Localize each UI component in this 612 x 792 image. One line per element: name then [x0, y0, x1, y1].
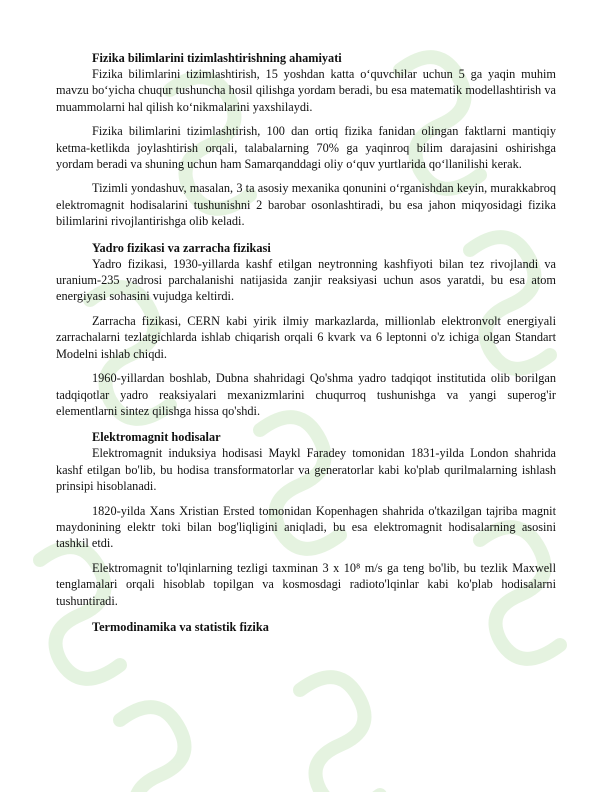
- section-heading: Fizika bilimlarini tizimlashtirishning ahamiyati: [92, 51, 342, 65]
- paragraph: Zarracha fizikasi, CERN kabi yirik ilmiy markazlarda, millionlab elektronvolt energiyali zarrachalarni tezlatgichlarda ishlab chiqarish orqali 6 kvark va 6 leptonni o'z ichiga olgan Standart Modelni ishlab chiqdi.: [56, 313, 556, 361]
- paragraph: Fizika bilimlarini tizimlashtirish, 15 yoshdan katta o‘quvchilar uchun 5 ga yaqin muhim mavzu bo‘yicha chuqur tushuncha hosil qilishga yordam beradi, bu esa matematik modellashtirish va muammolarni hal qilish ko‘nikmalarini yaxshilaydi.: [56, 67, 556, 114]
- s-logo-icon: [120, 707, 200, 792]
- paragraph: 1820-yilda Xans Xristian Ersted tomonidan Kopenhagen shahrida o'tkazilgan tajriba magnit maydonining elektr toki bilan bog'liqligini aniqladi, bu esa elektromagnit hodisalarning asosini tashkil etdi.: [56, 503, 556, 551]
- paragraph: Tizimli yondashuv, masalan, 3 ta asosiy mexanika qonunini o‘rganishdan keyin, murakkabroq elektromagnit hodisalarini tushunishni 2 barobar osonlashtiradi, bu esa jahon miqyosidagi fizika bilimlarini rivojlantirishga olib keladi.: [56, 181, 556, 229]
- section-heading: Yadro fizikasi va zarracha fizikasi: [92, 240, 271, 255]
- section-yadro-fizikasi: [56, 240, 556, 420]
- section-fizika-tizimlashtirish: [56, 50, 556, 230]
- paragraph: Fizika bilimlarini tizimlashtirish, 100 dan ortiq fizika fanidan olingan faktlarni mantiqiy ketma-ketlikda joylashtirish orqali, talabalarning 70% ga yaqinroq bilim darajasini oshirishga yordam beradi va shuning uchun ham Samarqanddagi oliy o‘quv yurtlarida qo‘llanilishi kerak.: [56, 124, 556, 172]
- section-heading: Termodinamika va statistik fizika: [92, 619, 269, 634]
- paragraph: Yadro fizikasi, 1930-yillarda kashf etilgan neytronning kashfiyoti bilan tez rivojlandi va uranium-235 yadrosi parchalanishi natijasida zanjir reaksiyasi uchun asos yaratdi, bu esa atom energiyasi sohasini vujudga keltirdi.: [56, 256, 556, 304]
- paragraph: Elektromagnit induksiya hodisasi Maykl Faradey tomonidan 1831-yilda London shahrida kashf etilgan bo'lib, bu hodisa transformatorlar va generatorlar kabi ko'plab qurilmalarning ishlash prinsipi hisoblanadi.: [56, 446, 556, 494]
- paragraph: 1960-yillardan boshlab, Dubna shahridagi Qo'shma yadro tadqiqot institutida olib borilgan tadqiqotlar yadro reaksiyalari mexanizmlarini chuqurroq tushunishga va yangi superog'ir elementlarni sintez qilishga hissa qo'shdi.: [56, 371, 556, 418]
- s-logo-icon: [300, 677, 380, 792]
- paragraph: Elektromagnit to'lqinlarning tezligi taxminan 3 x 10⁸ m/s ga teng bo'lib, bu tezlik Maxwell tenglamalari orqali hisoblab topilgan va kosmosdagi radioto'lqinlar kabi ko'plab hodisalarni tushuntiradi.: [56, 560, 556, 608]
- section-elektromagnit-hodisalar: [56, 429, 556, 609]
- section-termodinamika: [56, 619, 556, 635]
- document-body: [56, 50, 556, 635]
- section-heading: Elektromagnit hodisalar: [92, 430, 221, 445]
